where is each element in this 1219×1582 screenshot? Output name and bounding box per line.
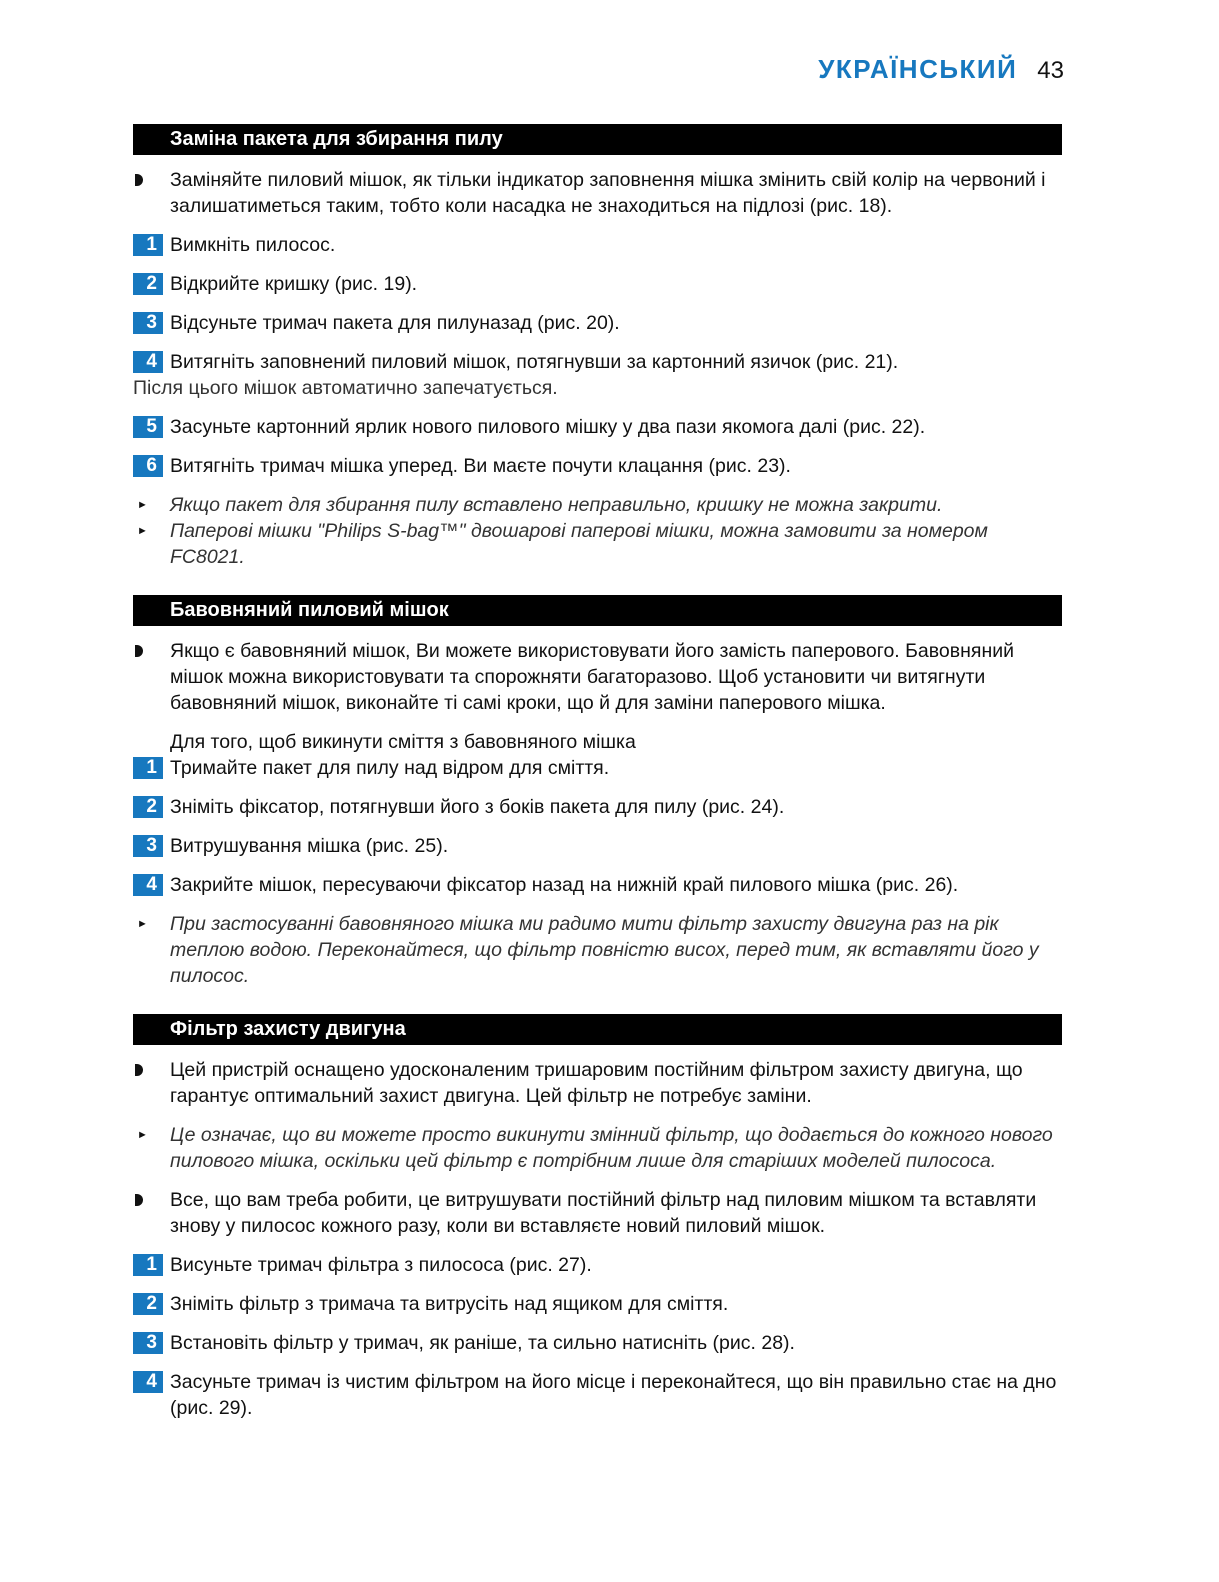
step-item bbox=[133, 1369, 1062, 1421]
note-item: ► Якщо пакет для збирання пилу вставлено неправильно, кришку не можна закрити. bbox=[137, 494, 943, 516]
language-label: УКРАЇНСЬКИЙ bbox=[818, 54, 1018, 84]
step-item bbox=[133, 453, 1062, 479]
step-item bbox=[133, 1291, 1062, 1317]
step-text: Зніміть фільтр з тримача та витрусіть над ящиком для сміття. bbox=[170, 1293, 729, 1315]
step-text: Витрушування мішка (рис. 25). bbox=[170, 835, 449, 857]
step-item bbox=[133, 833, 1062, 859]
step-number: 2 bbox=[133, 796, 163, 818]
step-number: 1 bbox=[133, 1254, 163, 1276]
step-text: Висуньте тримач фільтра з пилососа (рис. 27). bbox=[170, 1254, 592, 1276]
section-title: Заміна пакета для збирання пилу bbox=[133, 124, 1062, 155]
step-number: 4 bbox=[133, 874, 163, 896]
page-number: 43 bbox=[1037, 57, 1064, 84]
page-content bbox=[133, 124, 1062, 1421]
page-header bbox=[818, 54, 1064, 85]
step-number: 3 bbox=[133, 1332, 163, 1354]
step-number: 5 bbox=[133, 416, 163, 438]
step-text: Зніміть фіксатор, потягнувши його з боків пакета для пилу (рис. 24). bbox=[170, 796, 785, 818]
step-text: Встановіть фільтр у тримач, як раніше, та сильно натисніть (рис. 28). bbox=[170, 1332, 795, 1354]
step-item bbox=[133, 232, 1062, 258]
step-text: Відсуньте тримач пакета для пилуназад (рис. 20). bbox=[170, 312, 620, 334]
step-text: Засуньте картонний ярлик нового пилового мішку у два пази якомога далі (рис. 22). bbox=[170, 416, 926, 438]
note-item: ► При застосуванні бавовняного мішка ми радимо мити фільтр захисту двигуна раз на рік теплою водою. Переконайтеся, що фільтр повністю висох, перед тим, як вставляти його у пилосос. bbox=[137, 913, 1039, 987]
step-number: 3 bbox=[133, 312, 163, 334]
intro-paragraph: Все, що вам треба робити, це витрушувати постійний фільтр над пиловим мішком та вставляти знову у пилосос кожного разу, коли ви вставляєте новий пиловий мішок. bbox=[133, 1187, 1062, 1239]
step-text: Тримайте пакет для пилу над відром для сміття. bbox=[170, 757, 610, 779]
step-item bbox=[133, 794, 1062, 820]
intro-paragraph: Цей пристрій оснащено удосконаленим тришаровим постійним фільтром захисту двигуна, що гарантує оптимальний захист двигуна. Цей фільтр не потребує заміни. bbox=[133, 1057, 1062, 1109]
step-number: 1 bbox=[133, 234, 163, 256]
section-title: Бавовняний пиловий мішок bbox=[133, 595, 1062, 626]
triangle-bullet-icon: ► bbox=[137, 1129, 148, 1141]
triangle-bullet-icon: ► bbox=[137, 499, 148, 511]
subheading: Для того, щоб викинути сміття з бавовняного мішка bbox=[170, 731, 636, 753]
step-text: Закрийте мішок, пересуваючи фіксатор назад на нижній край пилового мішка (рис. 26). bbox=[170, 874, 959, 896]
step-item bbox=[133, 1252, 1062, 1278]
step-number: 4 bbox=[133, 1371, 163, 1393]
step-item bbox=[133, 310, 1062, 336]
section-title: Фільтр захисту двигуна bbox=[133, 1014, 1062, 1045]
step-text: Засуньте тримач із чистим фільтром на його місце і переконайтеся, що він правильно стає на дно (рис. 29). bbox=[170, 1371, 1057, 1419]
note-item: ► Паперові мішки "Philips S-bag™" двошарові паперові мішки, можна замовити за номером FC8021. bbox=[137, 520, 988, 568]
step-text: Відкрийте кришку (рис. 19). bbox=[170, 273, 418, 295]
step-text: Витягніть тримач мішка уперед. Ви маєте почути клацання (рис. 23). bbox=[170, 455, 791, 477]
step-text: Вимкніть пилосос. bbox=[170, 234, 336, 256]
step-item bbox=[133, 271, 1062, 297]
triangle-bullet-icon: ► bbox=[137, 918, 148, 930]
step-number: 1 bbox=[133, 757, 163, 779]
step-number: 6 bbox=[133, 455, 163, 477]
step-text: Витягніть заповнений пиловий мішок, потягнувши за картонний язичок (рис. 21). bbox=[170, 351, 899, 373]
step-number: 3 bbox=[133, 835, 163, 857]
note-item: ► Це означає, що ви можете просто викинути змінний фільтр, що додається до кожного нового пилового мішка, оскільки цей фільтр є потрібним лише для старіших моделей пилососа. bbox=[137, 1124, 1053, 1172]
step-item bbox=[133, 1330, 1062, 1356]
step-number: 4 bbox=[133, 351, 163, 373]
step-item bbox=[133, 755, 1062, 781]
intro-paragraph: Якщо є бавовняний мішок, Ви можете використовувати його замість паперового. Бавовняний мішок можна використовувати та спорожняти багаторазово. Щоб установити чи витягнути бавовняний мішок, виконайте ті самі кроки, що й для заміни паперового мішка. bbox=[133, 638, 1062, 716]
step-number: 2 bbox=[133, 1293, 163, 1315]
step-item bbox=[133, 872, 1062, 898]
intro-paragraph: Заміняйте пиловий мішок, як тільки індикатор заповнення мішка змінить свій колір на червоний і залишатиметься таким, тобто коли насадка не знаходиться на підлозі (рис. 18). bbox=[133, 167, 1062, 219]
step-item bbox=[133, 414, 1062, 440]
step-item bbox=[133, 349, 1062, 375]
step-followup: Після цього мішок автоматично запечатується. bbox=[133, 377, 558, 399]
step-number: 2 bbox=[133, 273, 163, 295]
triangle-bullet-icon: ► bbox=[137, 525, 148, 537]
